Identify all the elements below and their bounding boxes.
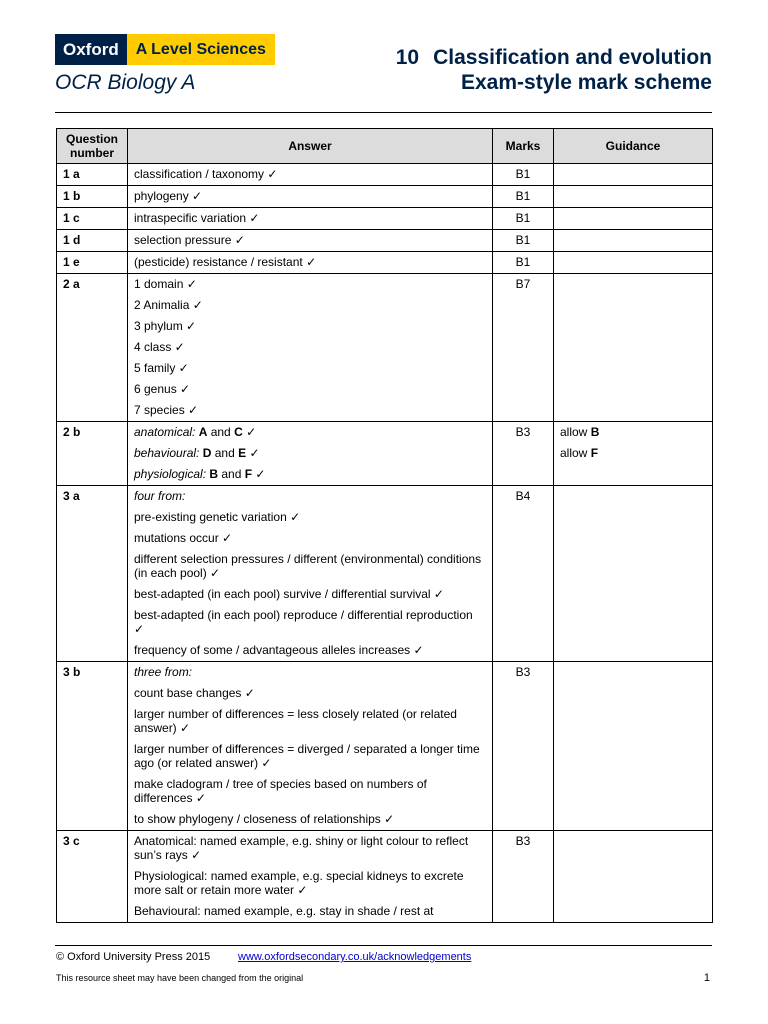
cell-line xyxy=(134,777,486,805)
question-number: 1 b xyxy=(57,186,128,208)
text-segment: and xyxy=(207,425,235,439)
text-segment: intraspecific variation ✓ xyxy=(134,211,260,225)
table-body xyxy=(57,164,713,923)
text-segment: best-adapted (in each pool) survive / differential survival ✓ xyxy=(134,587,444,601)
answer-cell xyxy=(128,230,493,252)
answer-cell xyxy=(128,486,493,662)
text-segment: best-adapted (in each pool) reproduce / differential reproduction ✓ xyxy=(134,608,473,636)
marks-cell: B1 xyxy=(493,252,554,274)
acknowledgements-link[interactable]: www.oxfordsecondary.co.uk/acknowledgements xyxy=(238,951,472,963)
text-segment: B xyxy=(590,425,600,439)
guidance-cell xyxy=(554,486,713,662)
guidance-cell xyxy=(554,230,713,252)
text-segment: D xyxy=(202,446,212,460)
text-segment: count base changes ✓ xyxy=(134,686,255,700)
table-row xyxy=(57,274,713,422)
cell-line xyxy=(134,665,486,679)
cell-line xyxy=(134,904,486,918)
text-segment: 6 genus ✓ xyxy=(134,382,191,396)
text-segment: allow xyxy=(560,425,591,439)
cell-line xyxy=(134,277,486,291)
question-number: 2 b xyxy=(57,422,128,486)
question-number: 3 a xyxy=(57,486,128,662)
text-segment: pre-existing genetic variation ✓ xyxy=(134,510,301,524)
text-segment: and xyxy=(218,467,245,481)
cell-line xyxy=(134,425,486,439)
cell-line xyxy=(134,255,486,269)
text-segment: mutations occur ✓ xyxy=(134,531,233,545)
brand-oxford: Oxford xyxy=(55,34,127,65)
cell-line xyxy=(134,510,486,524)
text-segment: (pesticide) resistance / resistant ✓ xyxy=(134,255,317,269)
text-segment: selection pressure ✓ xyxy=(134,233,245,247)
answer-cell xyxy=(128,252,493,274)
subject-title: OCR Biology A xyxy=(55,71,196,94)
brand-series: A Level Sciences xyxy=(127,34,275,65)
cell-line xyxy=(134,608,486,636)
text-segment: 1 domain ✓ xyxy=(134,277,197,291)
text-segment: 5 family ✓ xyxy=(134,361,189,375)
cell-line xyxy=(134,211,486,225)
text-segment: different selection pressures / different (environmental) conditions (in each pool) ✓ xyxy=(134,552,482,580)
header-answer: Answer xyxy=(128,129,493,164)
cell-line xyxy=(134,361,486,375)
table-row xyxy=(57,486,713,662)
cell-line xyxy=(134,489,486,503)
text-segment: Physiological: named example, e.g. special kidneys to excrete more salt or retain more water ✓ xyxy=(134,869,464,897)
table-row xyxy=(57,831,713,923)
cell-line xyxy=(134,707,486,735)
text-segment: 2 Animalia ✓ xyxy=(134,298,203,312)
text-segment: to show phylogeny / closeness of relationships ✓ xyxy=(134,812,395,826)
text-segment: larger number of differences = diverged / separated a longer time ago (or related answer) ✓ xyxy=(134,742,480,770)
footer-divider xyxy=(55,945,712,946)
text-segment: ✓ xyxy=(246,446,260,460)
text-segment: anatomical: xyxy=(134,425,199,439)
question-number: 1 a xyxy=(57,164,128,186)
table-row xyxy=(57,186,713,208)
cell-line xyxy=(134,167,486,181)
table-row xyxy=(57,252,713,274)
text-segment: Behavioural: named example, e.g. stay in shade / rest at xyxy=(134,904,434,918)
document-title: Exam-style mark scheme xyxy=(461,71,712,94)
text-segment: E xyxy=(238,446,247,460)
marks-cell: B1 xyxy=(493,164,554,186)
cell-line xyxy=(134,403,486,417)
marks-cell: B3 xyxy=(493,662,554,831)
guidance-cell xyxy=(554,186,713,208)
text-segment: 3 phylum ✓ xyxy=(134,319,197,333)
text-segment: Anatomical: named example, e.g. shiny or light colour to reflect sun’s rays ✓ xyxy=(134,834,469,862)
text-segment: larger number of differences = less closely related (or related answer) ✓ xyxy=(134,707,457,735)
mark-scheme-table xyxy=(56,128,713,923)
cell-line xyxy=(134,686,486,700)
marks-cell: B3 xyxy=(493,831,554,923)
cell-line xyxy=(134,189,486,203)
header-guidance: Guidance xyxy=(554,129,713,164)
guidance-cell xyxy=(554,274,713,422)
question-number: 1 c xyxy=(57,208,128,230)
text-segment: A xyxy=(198,425,208,439)
cell-line xyxy=(134,531,486,545)
text-segment: ✓ xyxy=(242,425,257,439)
cell-line xyxy=(134,812,486,826)
table-row xyxy=(57,164,713,186)
marks-cell: B1 xyxy=(493,186,554,208)
header-marks: Marks xyxy=(493,129,554,164)
cell-line xyxy=(134,742,486,770)
marks-cell: B1 xyxy=(493,208,554,230)
answer-cell xyxy=(128,662,493,831)
cell-line xyxy=(134,552,486,580)
question-number: 2 a xyxy=(57,274,128,422)
text-segment: 7 species ✓ xyxy=(134,403,199,417)
cell-line xyxy=(134,869,486,897)
header-question: Question number xyxy=(57,129,128,164)
guidance-cell xyxy=(554,662,713,831)
page-number: 1 xyxy=(703,972,710,984)
marks-cell: B1 xyxy=(493,230,554,252)
table-header-row xyxy=(57,129,713,164)
guidance-cell xyxy=(554,208,713,230)
cell-line xyxy=(134,467,486,481)
cell-line xyxy=(134,340,486,354)
marks-cell: B3 xyxy=(493,422,554,486)
question-number: 1 d xyxy=(57,230,128,252)
cell-line xyxy=(134,834,486,862)
cell-line xyxy=(134,587,486,601)
guidance-cell xyxy=(554,422,713,486)
guidance-cell xyxy=(554,252,713,274)
text-segment: B xyxy=(209,467,219,481)
question-number: 3 c xyxy=(57,831,128,923)
text-segment: 4 class ✓ xyxy=(134,340,185,354)
cell-line xyxy=(134,382,486,396)
text-segment: physiological: xyxy=(134,467,210,481)
text-segment: make cladogram / tree of species based on numbers of differences ✓ xyxy=(134,777,427,805)
answer-cell xyxy=(128,186,493,208)
table-row xyxy=(57,208,713,230)
header-divider xyxy=(55,112,712,113)
text-segment: F xyxy=(244,467,253,481)
text-segment: C xyxy=(234,425,243,439)
table-row xyxy=(57,422,713,486)
question-number: 1 e xyxy=(57,252,128,274)
question-number: 3 b xyxy=(57,662,128,831)
text-segment: and xyxy=(211,446,239,460)
marks-cell: B4 xyxy=(493,486,554,662)
chapter-heading xyxy=(396,45,712,95)
table-row xyxy=(57,230,713,252)
text-segment: classification / taxonomy ✓ xyxy=(134,167,278,181)
table-row xyxy=(57,662,713,831)
cell-line xyxy=(134,643,486,657)
copyright-text: © Oxford University Press 2015 xyxy=(56,951,211,963)
resource-note: This resource sheet may have been changed from the original xyxy=(56,973,304,983)
chapter-number: 10 xyxy=(395,46,420,69)
cell-line xyxy=(134,446,486,460)
cell-line xyxy=(560,425,706,439)
text-segment: F xyxy=(590,446,599,460)
answer-cell xyxy=(128,422,493,486)
text-segment: four from: xyxy=(134,489,186,503)
brand-logo xyxy=(55,34,275,65)
guidance-cell xyxy=(554,164,713,186)
answer-cell xyxy=(128,274,493,422)
text-segment: behavioural: xyxy=(134,446,203,460)
text-segment: phylogeny ✓ xyxy=(134,189,203,203)
cell-line xyxy=(134,233,486,247)
text-segment: allow xyxy=(560,446,591,460)
text-segment: frequency of some / advantageous alleles increases ✓ xyxy=(134,643,424,657)
answer-cell xyxy=(128,831,493,923)
chapter-title: Classification and evolution xyxy=(433,46,712,69)
answer-cell xyxy=(128,208,493,230)
text-segment: three from: xyxy=(134,665,193,679)
cell-line xyxy=(560,446,706,460)
marks-cell: B7 xyxy=(493,274,554,422)
cell-line xyxy=(134,319,486,333)
cell-line xyxy=(134,298,486,312)
text-segment: ✓ xyxy=(252,467,266,481)
answer-cell xyxy=(128,164,493,186)
guidance-cell xyxy=(554,831,713,923)
